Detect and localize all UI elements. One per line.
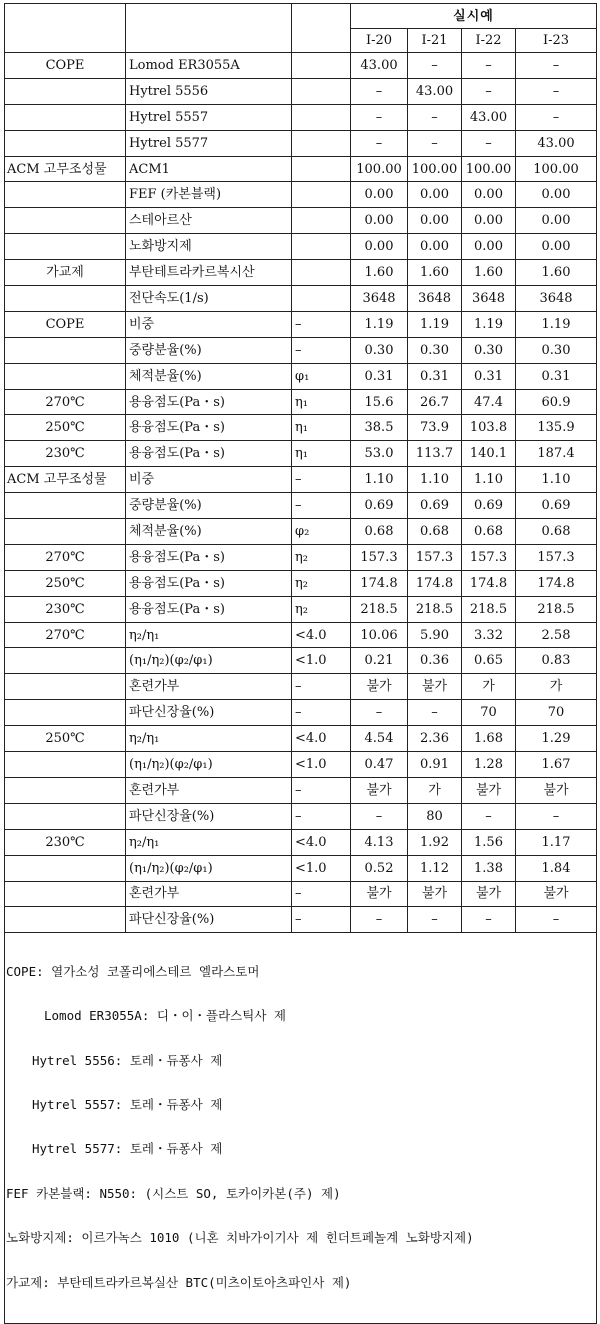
- table-row: [5, 104, 597, 130]
- row-group-label: [5, 700, 126, 726]
- row-symbol: [292, 234, 351, 260]
- value-cell: 0.47: [351, 752, 408, 778]
- row-symbol: <1.0: [292, 752, 351, 778]
- row-symbol: η₁: [292, 441, 351, 467]
- value-cell: 0.30: [351, 337, 408, 363]
- value-cell: 15.6: [351, 389, 408, 415]
- value-cell: 3648: [516, 286, 597, 312]
- value-cell: 70: [462, 700, 516, 726]
- value-cell: 43.00: [516, 130, 597, 156]
- table-row: [5, 286, 597, 312]
- value-cell: –: [516, 803, 597, 829]
- row-symbol: [292, 53, 351, 79]
- row-symbol: –: [292, 467, 351, 493]
- value-cell: 0.68: [351, 519, 408, 545]
- row-item-label: η₂/η₁: [126, 622, 292, 648]
- value-cell: 0.31: [462, 363, 516, 389]
- header-row-group: [5, 4, 597, 29]
- value-cell: 174.8: [462, 570, 516, 596]
- value-cell: 10.06: [351, 622, 408, 648]
- row-group-label: [5, 777, 126, 803]
- value-cell: –: [462, 53, 516, 79]
- row-item-label: Lomod ER3055A: [126, 53, 292, 79]
- row-group-label: [5, 78, 126, 104]
- row-symbol: φ₂: [292, 519, 351, 545]
- value-cell: 4.13: [351, 829, 408, 855]
- value-cell: 5.90: [408, 622, 462, 648]
- value-cell: 0.00: [408, 234, 462, 260]
- value-cell: 157.3: [408, 544, 462, 570]
- value-cell: 0.00: [408, 208, 462, 234]
- table-row: [5, 907, 597, 933]
- row-item-label: 비중: [126, 467, 292, 493]
- example-header: I-20: [351, 29, 408, 53]
- example-header: I-22: [462, 29, 516, 53]
- table-row: [5, 234, 597, 260]
- row-symbol: η₂: [292, 570, 351, 596]
- value-cell: 1.60: [408, 260, 462, 286]
- row-group-label: 270℃: [5, 389, 126, 415]
- value-cell: 218.5: [351, 596, 408, 622]
- value-cell: 0.65: [462, 648, 516, 674]
- footnote: COPE: 열가소성 코폴리에스테르 엘라스토머: [6, 963, 260, 979]
- value-cell: 0.21: [351, 648, 408, 674]
- value-cell: 불가: [351, 674, 408, 700]
- value-cell: 0.69: [462, 493, 516, 519]
- row-group-label: 270℃: [5, 544, 126, 570]
- value-cell: 가: [516, 674, 597, 700]
- value-cell: 0.00: [462, 208, 516, 234]
- row-item-label: 파단신장율(%): [126, 907, 292, 933]
- footnote: 노화방지제: 이르가녹스 1010 (니혼 치바가이기사 제 힌더트페놀계 노화방지제): [6, 1230, 474, 1246]
- row-symbol: –: [292, 493, 351, 519]
- row-item-label: (η₁/η₂)(φ₂/φ₁): [126, 752, 292, 778]
- row-item-label: 노화방지제: [126, 234, 292, 260]
- row-item-label: 부탄테트라카르복시산: [126, 260, 292, 286]
- table-row: [5, 648, 597, 674]
- value-cell: 1.92: [408, 829, 462, 855]
- table-row: [5, 53, 597, 79]
- table-row: [5, 493, 597, 519]
- footnote: FEF 카본블랙: N550: (시스트 SO, 토카이카본(주) 제): [6, 1185, 341, 1201]
- value-cell: 1.19: [516, 311, 597, 337]
- row-group-label: [5, 208, 126, 234]
- data-table-container: [4, 3, 596, 1324]
- row-group-label: COPE: [5, 311, 126, 337]
- row-group-label: 250℃: [5, 726, 126, 752]
- value-cell: 불가: [351, 881, 408, 907]
- value-cell: 218.5: [462, 596, 516, 622]
- value-cell: 0.69: [408, 493, 462, 519]
- row-symbol: [292, 104, 351, 130]
- example-header: I-21: [408, 29, 462, 53]
- table-row: [5, 208, 597, 234]
- row-group-label: COPE: [5, 53, 126, 79]
- value-cell: 218.5: [408, 596, 462, 622]
- row-group-label: ACM 고무조성물: [5, 156, 126, 182]
- row-group-label: [5, 493, 126, 519]
- row-item-label: 중량분율(%): [126, 493, 292, 519]
- value-cell: 0.00: [462, 234, 516, 260]
- footnote: Lomod ER3055A: 디・이・플라스틱사 제: [44, 1008, 287, 1024]
- row-group-label: 250℃: [5, 415, 126, 441]
- row-group-label: [5, 674, 126, 700]
- value-cell: –: [408, 700, 462, 726]
- example-header: I-23: [516, 29, 597, 53]
- value-cell: 0.30: [516, 337, 597, 363]
- value-cell: 0.30: [408, 337, 462, 363]
- value-cell: –: [408, 130, 462, 156]
- value-cell: 1.29: [516, 726, 597, 752]
- table-row: [5, 596, 597, 622]
- row-item-label: 전단속도(1/s): [126, 286, 292, 312]
- row-group-label: [5, 363, 126, 389]
- row-group-label: [5, 286, 126, 312]
- row-item-label: Hytrel 5556: [126, 78, 292, 104]
- table-row: [5, 130, 597, 156]
- value-cell: 0.00: [516, 182, 597, 208]
- row-symbol: –: [292, 700, 351, 726]
- value-cell: 1.28: [462, 752, 516, 778]
- row-symbol: φ₁: [292, 363, 351, 389]
- table-row: [5, 777, 597, 803]
- value-cell: 1.67: [516, 752, 597, 778]
- row-symbol: [292, 156, 351, 182]
- row-item-label: 혼련가부: [126, 674, 292, 700]
- row-symbol: <4.0: [292, 829, 351, 855]
- table-row: [5, 156, 597, 182]
- row-symbol: η₁: [292, 389, 351, 415]
- row-item-label: ACM1: [126, 156, 292, 182]
- table-row: [5, 700, 597, 726]
- value-cell: 26.7: [408, 389, 462, 415]
- row-symbol: <4.0: [292, 726, 351, 752]
- value-cell: 135.9: [516, 415, 597, 441]
- value-cell: 1.60: [516, 260, 597, 286]
- value-cell: 0.69: [516, 493, 597, 519]
- value-cell: 1.19: [408, 311, 462, 337]
- row-item-label: 비중: [126, 311, 292, 337]
- value-cell: 불가: [408, 881, 462, 907]
- value-cell: 불가: [351, 777, 408, 803]
- value-cell: 4.54: [351, 726, 408, 752]
- row-item-label: 체적분율(%): [126, 519, 292, 545]
- value-cell: 0.68: [408, 519, 462, 545]
- row-group-label: 가교제: [5, 260, 126, 286]
- table-row: [5, 519, 597, 545]
- value-cell: 1.19: [462, 311, 516, 337]
- row-symbol: [292, 78, 351, 104]
- row-item-label: η₂/η₁: [126, 829, 292, 855]
- value-cell: 0.68: [516, 519, 597, 545]
- value-cell: 1.19: [351, 311, 408, 337]
- row-item-label: 용융점도(Pa・s): [126, 389, 292, 415]
- value-cell: 3648: [408, 286, 462, 312]
- row-symbol: –: [292, 311, 351, 337]
- value-cell: –: [516, 78, 597, 104]
- value-cell: 1.60: [351, 260, 408, 286]
- row-item-label: 체적분율(%): [126, 363, 292, 389]
- row-item-label: Hytrel 5577: [126, 130, 292, 156]
- value-cell: 0.31: [516, 363, 597, 389]
- value-cell: 불가: [408, 674, 462, 700]
- value-cell: 0.31: [351, 363, 408, 389]
- value-cell: 60.9: [516, 389, 597, 415]
- row-item-label: 파단신장율(%): [126, 700, 292, 726]
- value-cell: 1.10: [462, 467, 516, 493]
- value-cell: –: [516, 907, 597, 933]
- value-cell: 218.5: [516, 596, 597, 622]
- value-cell: 2.58: [516, 622, 597, 648]
- value-cell: 불가: [516, 881, 597, 907]
- value-cell: –: [351, 104, 408, 130]
- value-cell: 157.3: [516, 544, 597, 570]
- table-row: [5, 363, 597, 389]
- value-cell: 100.00: [516, 156, 597, 182]
- value-cell: 3648: [462, 286, 516, 312]
- row-symbol: [292, 286, 351, 312]
- value-cell: 1.17: [516, 829, 597, 855]
- footnotes: [4, 933, 597, 1324]
- value-cell: 1.10: [516, 467, 597, 493]
- value-cell: –: [408, 53, 462, 79]
- row-symbol: –: [292, 777, 351, 803]
- value-cell: 1.84: [516, 855, 597, 881]
- row-item-label: Hytrel 5557: [126, 104, 292, 130]
- row-item-label: 중량분율(%): [126, 337, 292, 363]
- value-cell: 불가: [462, 777, 516, 803]
- row-symbol: –: [292, 881, 351, 907]
- value-cell: 0.00: [351, 208, 408, 234]
- row-symbol: <1.0: [292, 648, 351, 674]
- footnote: Hytrel 5557: 토레・듀퐁사 제: [32, 1097, 223, 1113]
- value-cell: 43.00: [408, 78, 462, 104]
- row-group-label: [5, 519, 126, 545]
- table-row: [5, 674, 597, 700]
- value-cell: 157.3: [351, 544, 408, 570]
- value-cell: 2.36: [408, 726, 462, 752]
- table-row: [5, 311, 597, 337]
- value-cell: –: [462, 130, 516, 156]
- row-group-label: 230℃: [5, 441, 126, 467]
- value-cell: 1.38: [462, 855, 516, 881]
- row-group-label: [5, 855, 126, 881]
- value-cell: 70: [516, 700, 597, 726]
- value-cell: 3.32: [462, 622, 516, 648]
- value-cell: –: [351, 700, 408, 726]
- table-body: [5, 4, 597, 933]
- table-row: [5, 389, 597, 415]
- row-group-label: 270℃: [5, 622, 126, 648]
- row-symbol: [292, 130, 351, 156]
- row-group-label: [5, 881, 126, 907]
- value-cell: 1.12: [408, 855, 462, 881]
- footnote: 가교제: 부탄테트라카르복실산 BTC(미츠이토아츠파인사 제): [6, 1274, 352, 1290]
- value-cell: 1.60: [462, 260, 516, 286]
- row-item-label: 용융점도(Pa・s): [126, 596, 292, 622]
- value-cell: 38.5: [351, 415, 408, 441]
- row-group-label: 230℃: [5, 596, 126, 622]
- row-item-label: 용융점도(Pa・s): [126, 415, 292, 441]
- row-group-label: [5, 337, 126, 363]
- value-cell: 0.00: [516, 234, 597, 260]
- table-row: [5, 467, 597, 493]
- value-cell: 1.10: [408, 467, 462, 493]
- value-cell: 0.00: [351, 182, 408, 208]
- value-cell: 103.8: [462, 415, 516, 441]
- row-item-label: 혼련가부: [126, 777, 292, 803]
- table-row: [5, 881, 597, 907]
- value-cell: 0.68: [462, 519, 516, 545]
- table-row: [5, 726, 597, 752]
- row-group-label: [5, 907, 126, 933]
- row-item-label: FEF (카본블랙): [126, 182, 292, 208]
- value-cell: –: [351, 803, 408, 829]
- value-cell: 가: [462, 674, 516, 700]
- row-item-label: 용융점도(Pa・s): [126, 570, 292, 596]
- value-cell: 불가: [516, 777, 597, 803]
- value-cell: 43.00: [462, 104, 516, 130]
- value-cell: 0.52: [351, 855, 408, 881]
- value-cell: 73.9: [408, 415, 462, 441]
- value-cell: 0.83: [516, 648, 597, 674]
- value-cell: 0.00: [462, 182, 516, 208]
- row-group-label: [5, 234, 126, 260]
- value-cell: –: [462, 907, 516, 933]
- header-blank-cell: [5, 4, 126, 53]
- row-symbol: [292, 208, 351, 234]
- table-row: [5, 337, 597, 363]
- row-group-label: [5, 752, 126, 778]
- row-symbol: <1.0: [292, 855, 351, 881]
- value-cell: 1.68: [462, 726, 516, 752]
- row-item-label: 혼련가부: [126, 881, 292, 907]
- row-symbol: –: [292, 674, 351, 700]
- row-group-label: ACM 고무조성물: [5, 467, 126, 493]
- value-cell: 80: [408, 803, 462, 829]
- value-cell: 3648: [351, 286, 408, 312]
- examples-group-header: 실시예: [351, 4, 597, 29]
- row-group-label: 250℃: [5, 570, 126, 596]
- table-row: [5, 752, 597, 778]
- row-symbol: –: [292, 337, 351, 363]
- value-cell: –: [351, 907, 408, 933]
- row-group-label: [5, 104, 126, 130]
- row-item-label: 용융점도(Pa・s): [126, 544, 292, 570]
- value-cell: 0.31: [408, 363, 462, 389]
- value-cell: 1.56: [462, 829, 516, 855]
- value-cell: 43.00: [351, 53, 408, 79]
- row-item-label: η₂/η₁: [126, 726, 292, 752]
- row-symbol: η₂: [292, 544, 351, 570]
- value-cell: –: [462, 78, 516, 104]
- footnote: Hytrel 5577: 토레・듀퐁사 제: [32, 1141, 223, 1157]
- row-group-label: [5, 182, 126, 208]
- row-symbol: [292, 260, 351, 286]
- row-symbol: η₂: [292, 596, 351, 622]
- value-cell: 0.30: [462, 337, 516, 363]
- footnote: Hytrel 5556: 토레・듀퐁사 제: [32, 1052, 223, 1068]
- value-cell: 187.4: [516, 441, 597, 467]
- row-item-label: 파단신장율(%): [126, 803, 292, 829]
- row-item-label: (η₁/η₂)(φ₂/φ₁): [126, 855, 292, 881]
- row-group-label: 230℃: [5, 829, 126, 855]
- value-cell: 0.69: [351, 493, 408, 519]
- row-group-label: [5, 803, 126, 829]
- value-cell: 174.8: [408, 570, 462, 596]
- value-cell: 100.00: [351, 156, 408, 182]
- value-cell: 174.8: [516, 570, 597, 596]
- table-row: [5, 182, 597, 208]
- value-cell: 0.36: [408, 648, 462, 674]
- value-cell: 100.00: [462, 156, 516, 182]
- row-group-label: [5, 130, 126, 156]
- value-cell: –: [408, 907, 462, 933]
- row-item-label: 용융점도(Pa・s): [126, 441, 292, 467]
- value-cell: 1.10: [351, 467, 408, 493]
- table-row: [5, 544, 597, 570]
- row-symbol: –: [292, 907, 351, 933]
- header-blank-cell: [292, 4, 351, 53]
- table-row: [5, 803, 597, 829]
- row-symbol: η₁: [292, 415, 351, 441]
- table-row: [5, 260, 597, 286]
- value-cell: –: [516, 104, 597, 130]
- row-item-label: (η₁/η₂)(φ₂/φ₁): [126, 648, 292, 674]
- value-cell: –: [408, 104, 462, 130]
- value-cell: –: [351, 78, 408, 104]
- results-table: [4, 3, 597, 933]
- row-item-label: 스테아르산: [126, 208, 292, 234]
- table-row: [5, 829, 597, 855]
- value-cell: 157.3: [462, 544, 516, 570]
- value-cell: 0.00: [408, 182, 462, 208]
- value-cell: 0.00: [351, 234, 408, 260]
- value-cell: 0.00: [516, 208, 597, 234]
- header-blank-cell: [126, 4, 292, 53]
- table-row: [5, 441, 597, 467]
- value-cell: 53.0: [351, 441, 408, 467]
- value-cell: 100.00: [408, 156, 462, 182]
- value-cell: 47.4: [462, 389, 516, 415]
- value-cell: 140.1: [462, 441, 516, 467]
- table-row: [5, 78, 597, 104]
- table-row: [5, 855, 597, 881]
- value-cell: 174.8: [351, 570, 408, 596]
- value-cell: 0.91: [408, 752, 462, 778]
- value-cell: 113.7: [408, 441, 462, 467]
- table-row: [5, 415, 597, 441]
- value-cell: –: [351, 130, 408, 156]
- row-symbol: <4.0: [292, 622, 351, 648]
- row-group-label: [5, 648, 126, 674]
- row-symbol: [292, 182, 351, 208]
- table-row: [5, 570, 597, 596]
- value-cell: 불가: [462, 881, 516, 907]
- table-row: [5, 622, 597, 648]
- value-cell: –: [462, 803, 516, 829]
- row-symbol: –: [292, 803, 351, 829]
- value-cell: –: [516, 53, 597, 79]
- value-cell: 가: [408, 777, 462, 803]
